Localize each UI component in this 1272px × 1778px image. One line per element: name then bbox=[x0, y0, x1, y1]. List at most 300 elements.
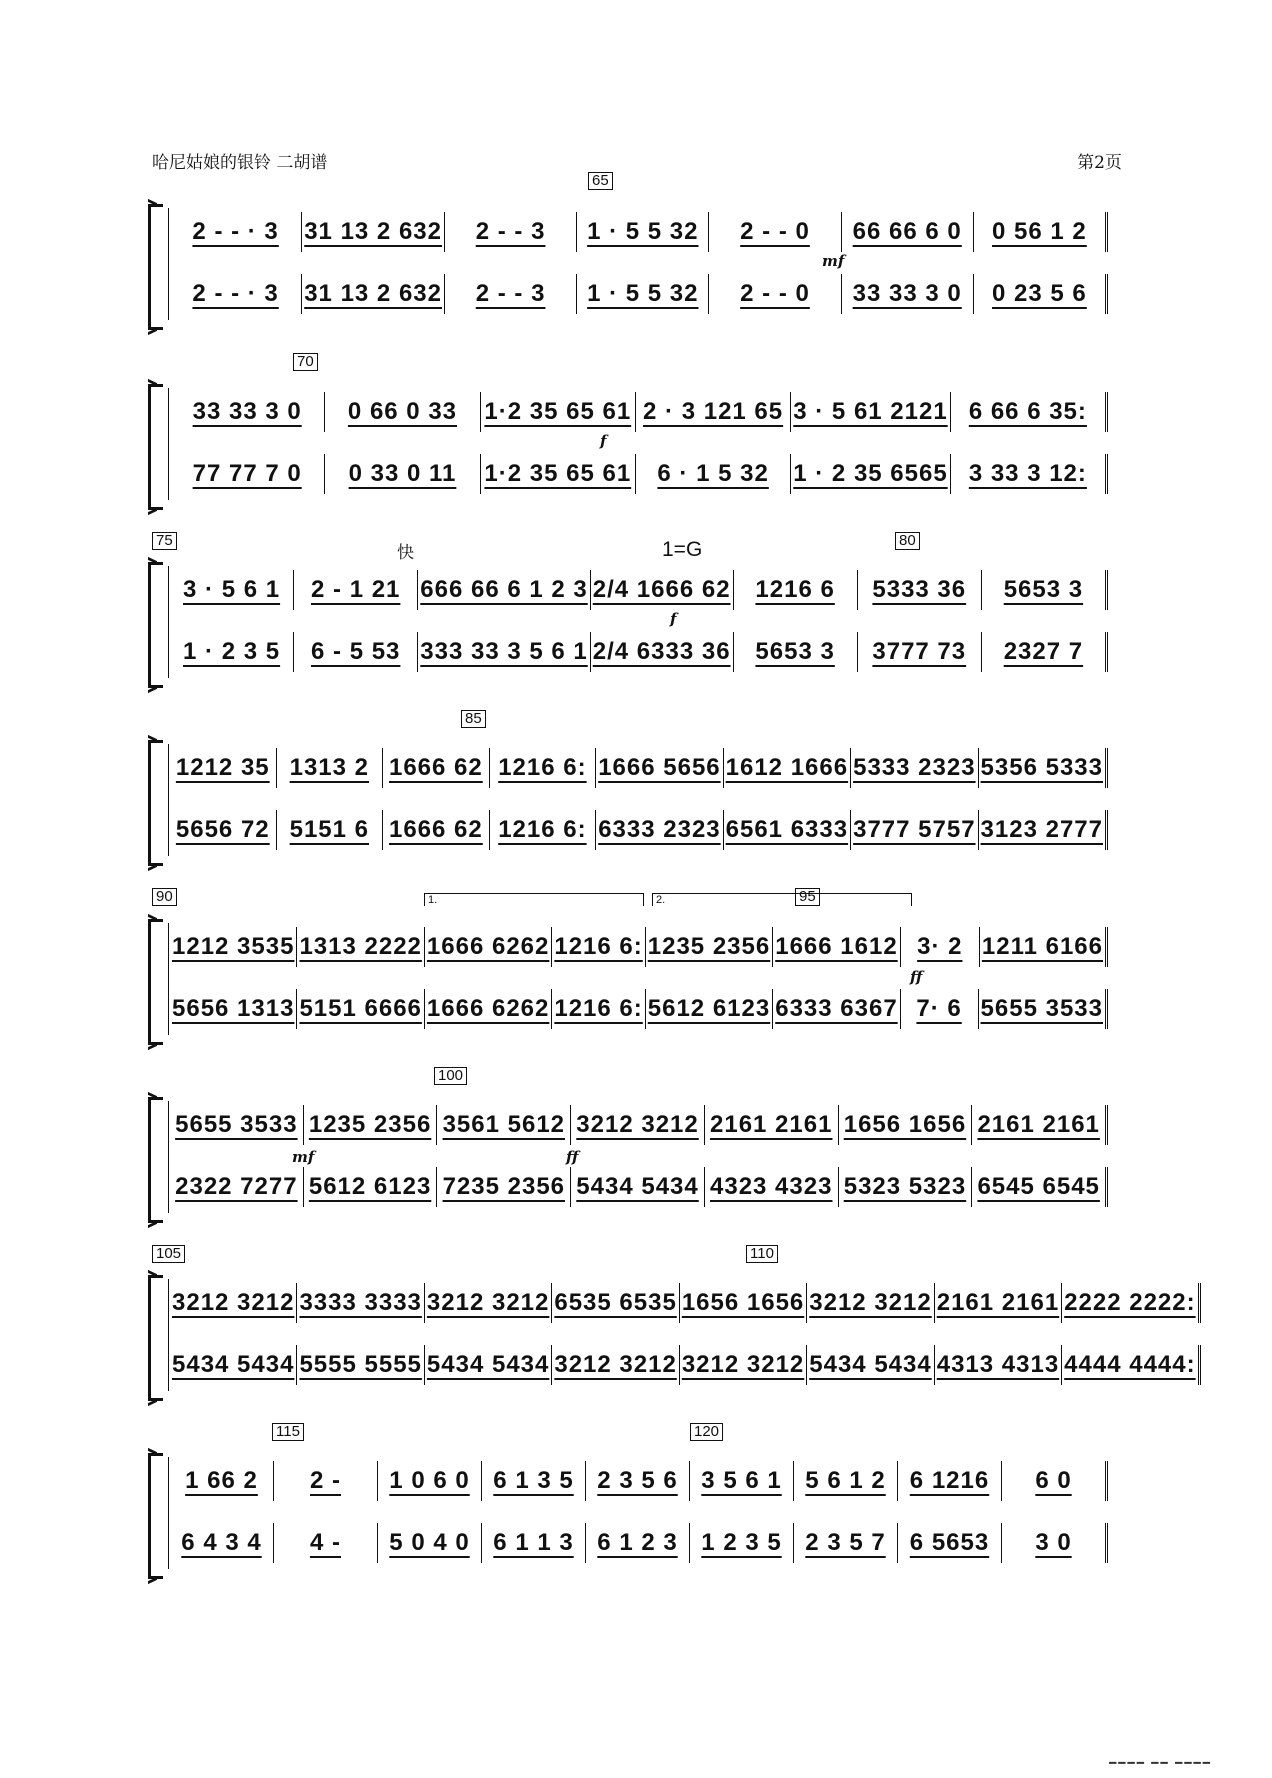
lower-part bbox=[170, 274, 1108, 314]
measure bbox=[858, 570, 982, 610]
measure-notes: 5151 6666 bbox=[299, 995, 422, 1022]
measure bbox=[791, 454, 950, 494]
measure-notes: 3 · 5 61 2121 bbox=[793, 398, 948, 425]
measure bbox=[842, 212, 974, 252]
measure bbox=[851, 748, 978, 788]
measure-notes: 6561 6333 bbox=[725, 816, 849, 843]
measure bbox=[794, 1523, 898, 1563]
measure bbox=[571, 1105, 705, 1145]
measure bbox=[294, 632, 418, 672]
measure bbox=[170, 212, 302, 252]
measure bbox=[170, 989, 297, 1029]
measure bbox=[445, 212, 577, 252]
watermark: ━━━━ ━━ ━━━━ bbox=[1109, 1756, 1212, 1770]
measure-notes: 1313 2 bbox=[289, 754, 370, 781]
measure-notes: 333 33 3 5 6 1 bbox=[420, 638, 588, 665]
measure bbox=[425, 927, 552, 967]
measure-notes: 3 33 3 12: bbox=[968, 460, 1087, 487]
measure-notes: 6333 2323 bbox=[598, 816, 721, 843]
lower-part bbox=[170, 1167, 1108, 1207]
measure-number: 90 bbox=[152, 888, 177, 906]
measure-notes: 5151 6 bbox=[289, 816, 370, 843]
measure bbox=[979, 989, 1108, 1029]
measure bbox=[325, 392, 480, 432]
measure bbox=[680, 1345, 807, 1385]
score-system bbox=[148, 558, 1108, 688]
measure-notes: 1212 35 bbox=[175, 754, 270, 781]
measure-notes: 2222 2222: bbox=[1064, 1289, 1196, 1316]
measure bbox=[170, 1167, 304, 1207]
measure bbox=[901, 927, 980, 967]
measure-notes: 33 33 3 0 bbox=[852, 280, 962, 307]
score-title: 哈尼姑娘的银铃 二胡谱 bbox=[152, 153, 328, 173]
measure-notes: 4323 4323 bbox=[710, 1173, 833, 1200]
measure-notes: 2 - bbox=[309, 1467, 341, 1494]
measure-notes: 3123 2777 bbox=[980, 816, 1103, 843]
measure bbox=[418, 632, 590, 672]
measure-notes: 2322 7277 bbox=[175, 1173, 298, 1200]
measure bbox=[170, 1523, 274, 1563]
measure bbox=[1062, 1345, 1200, 1385]
measure bbox=[807, 1283, 934, 1323]
system-brace bbox=[148, 204, 163, 330]
measure bbox=[591, 570, 734, 610]
system-line bbox=[168, 744, 169, 856]
measure bbox=[437, 1105, 571, 1145]
measure-notes: 6 5653 bbox=[909, 1529, 990, 1556]
dynamic-mark: ff bbox=[566, 1148, 579, 1166]
score-system bbox=[148, 736, 1108, 866]
upper-part bbox=[170, 748, 1108, 788]
measure-notes: 7· 6 bbox=[916, 995, 962, 1022]
dynamic-mark: ff bbox=[910, 968, 923, 986]
measure-number: 105 bbox=[152, 1245, 185, 1263]
system-brace bbox=[148, 919, 163, 1045]
system-brace bbox=[148, 384, 163, 510]
measure bbox=[170, 392, 325, 432]
measure bbox=[170, 274, 302, 314]
measure-notes: 1313 2222 bbox=[299, 933, 422, 960]
measure bbox=[482, 1461, 586, 1501]
measure bbox=[170, 1461, 274, 1501]
measure bbox=[690, 1523, 794, 1563]
upper-part bbox=[170, 1283, 1196, 1323]
measure-notes: 1216 6 bbox=[755, 576, 835, 603]
measure bbox=[972, 1105, 1108, 1145]
measure bbox=[297, 989, 424, 1029]
measure bbox=[842, 274, 974, 314]
score-system bbox=[148, 915, 1108, 1045]
measure bbox=[325, 454, 480, 494]
measure-notes: 5356 5333 bbox=[980, 754, 1103, 781]
system-line bbox=[168, 208, 169, 320]
measure-notes: 5656 1313 bbox=[172, 995, 295, 1022]
measure bbox=[1002, 1461, 1108, 1501]
measure bbox=[773, 927, 900, 967]
measure-notes: 2/4 1666 62 bbox=[592, 576, 731, 603]
measure-notes: 2 - 1 21 bbox=[311, 576, 401, 603]
measure-notes: 5434 5434 bbox=[809, 1351, 932, 1378]
measure-notes: 3 5 6 1 bbox=[701, 1467, 782, 1494]
measure-notes: 3 0 bbox=[1035, 1529, 1072, 1556]
measure-number: 120 bbox=[690, 1423, 723, 1441]
measure bbox=[979, 748, 1108, 788]
measure-notes: 1666 62 bbox=[388, 754, 483, 781]
measure bbox=[596, 810, 723, 850]
measure bbox=[935, 1283, 1062, 1323]
lower-part bbox=[170, 1345, 1196, 1385]
measure bbox=[982, 632, 1108, 672]
measure-notes: 5333 36 bbox=[872, 576, 967, 603]
measure bbox=[383, 748, 490, 788]
measure-notes: 3777 73 bbox=[872, 638, 967, 665]
measure-notes: 0 66 0 33 bbox=[347, 398, 458, 425]
measure-notes: 4444 4444: bbox=[1064, 1351, 1196, 1378]
system-line bbox=[168, 1279, 169, 1391]
measure-notes: 5434 5434 bbox=[172, 1351, 295, 1378]
lower-part bbox=[170, 989, 1108, 1029]
system-line bbox=[168, 1457, 169, 1569]
measure-notes: 5 0 4 0 bbox=[389, 1529, 470, 1556]
measure bbox=[951, 454, 1108, 494]
measure-notes: 2 - - 3 bbox=[475, 218, 546, 245]
measure-notes: 2 - - 0 bbox=[740, 218, 810, 245]
score-system bbox=[148, 1093, 1108, 1223]
measure bbox=[636, 392, 791, 432]
dynamic-mark: f bbox=[670, 610, 677, 628]
system-brace bbox=[148, 740, 163, 866]
measure-notes: 6333 6367 bbox=[775, 995, 898, 1022]
measure bbox=[898, 1461, 1002, 1501]
lower-part bbox=[170, 810, 1108, 850]
measure bbox=[734, 632, 858, 672]
measure bbox=[302, 274, 445, 314]
measure-notes: 0 33 0 11 bbox=[348, 460, 457, 487]
measure-notes: 4 - bbox=[309, 1529, 341, 1556]
measure bbox=[552, 1283, 679, 1323]
measure-notes: 5434 5434 bbox=[426, 1351, 550, 1378]
measure bbox=[378, 1523, 482, 1563]
measure-notes: 2 - - 0 bbox=[740, 280, 810, 307]
measure-notes: 2 - - · 3 bbox=[192, 218, 279, 245]
measure bbox=[1002, 1523, 1108, 1563]
measure-notes: 1216 6: bbox=[498, 816, 587, 843]
measure-number: 110 bbox=[746, 1245, 778, 1263]
measure bbox=[705, 1167, 839, 1207]
measure bbox=[481, 392, 636, 432]
measure-number: 75 bbox=[152, 532, 177, 550]
measure-notes: 1 2 3 5 bbox=[701, 1529, 782, 1556]
measure bbox=[445, 274, 577, 314]
measure-notes: 1216 6: bbox=[554, 933, 643, 960]
measure-notes: 1666 62 bbox=[388, 816, 483, 843]
measure bbox=[596, 748, 723, 788]
measure-notes: 1 0 6 0 bbox=[389, 1467, 470, 1494]
measure bbox=[274, 1523, 378, 1563]
measure-number: 115 bbox=[272, 1423, 304, 1441]
measure-notes: 7235 2356 bbox=[442, 1173, 566, 1200]
system-line bbox=[168, 566, 169, 678]
measure-notes: 1666 5656 bbox=[598, 754, 721, 781]
measure-notes: 1211 6166 bbox=[981, 933, 1103, 960]
measure bbox=[490, 748, 597, 788]
dynamic-mark: mf bbox=[822, 252, 845, 270]
measure-notes: 6 · 1 5 32 bbox=[657, 460, 769, 487]
measure-notes: 3561 5612 bbox=[442, 1111, 566, 1138]
measure bbox=[378, 1461, 482, 1501]
measure-notes: 2 - - · 3 bbox=[192, 280, 279, 307]
measure-notes: 1656 1656 bbox=[681, 1289, 805, 1316]
measure bbox=[425, 1283, 552, 1323]
measure bbox=[974, 212, 1108, 252]
measure bbox=[974, 274, 1108, 314]
measure bbox=[170, 927, 297, 967]
measure bbox=[297, 927, 424, 967]
measure bbox=[552, 1345, 679, 1385]
measure-notes: 1 · 2 35 6565 bbox=[793, 460, 948, 487]
measure-notes: 2 3 5 7 bbox=[805, 1529, 886, 1556]
measure-notes: 3 · 5 6 1 bbox=[183, 576, 281, 603]
measure-notes: 2161 2161 bbox=[977, 1111, 1100, 1138]
measure-notes: 5612 6123 bbox=[308, 1173, 432, 1200]
measure-notes: 2 - - 3 bbox=[475, 280, 546, 307]
measure-notes: 5655 3533 bbox=[175, 1111, 298, 1138]
upper-part bbox=[170, 927, 1108, 967]
tempo-marking: 快 bbox=[397, 543, 414, 562]
measure bbox=[170, 632, 294, 672]
upper-part bbox=[170, 392, 1108, 432]
measure-notes: 31 13 2 632 bbox=[304, 218, 442, 245]
measure-notes: 66 66 6 0 bbox=[852, 218, 962, 245]
measure bbox=[982, 570, 1108, 610]
measure-notes: 3777 5757 bbox=[853, 816, 976, 843]
measure bbox=[170, 810, 277, 850]
key-signature: 1=G bbox=[662, 538, 703, 561]
measure bbox=[170, 748, 277, 788]
measure-notes: 666 66 6 1 2 3 bbox=[420, 576, 588, 603]
measure bbox=[383, 810, 490, 850]
measure-notes: 1666 6262 bbox=[426, 995, 550, 1022]
measure-notes: 3212 3212 bbox=[809, 1289, 932, 1316]
measure bbox=[646, 927, 773, 967]
upper-part bbox=[170, 1461, 1108, 1501]
system-line bbox=[168, 1101, 169, 1213]
measure-notes: 0 23 5 6 bbox=[992, 280, 1087, 307]
measure bbox=[709, 212, 841, 252]
measure-number: 100 bbox=[434, 1067, 467, 1085]
measure-notes: 33 33 3 0 bbox=[192, 398, 302, 425]
measure bbox=[680, 1283, 807, 1323]
measure bbox=[791, 392, 950, 432]
measure bbox=[490, 810, 597, 850]
measure bbox=[734, 570, 858, 610]
volta-bracket-2: 2. bbox=[652, 893, 912, 906]
measure-number: 65 bbox=[588, 172, 613, 190]
measure bbox=[274, 1461, 378, 1501]
measure-notes: 2161 2161 bbox=[936, 1289, 1060, 1316]
page-number: 第2页 bbox=[1077, 153, 1122, 173]
measure bbox=[972, 1167, 1108, 1207]
measure bbox=[170, 1283, 297, 1323]
measure-notes: 3212 3212 bbox=[426, 1289, 550, 1316]
measure bbox=[851, 810, 978, 850]
system-brace bbox=[148, 1453, 163, 1579]
measure bbox=[979, 810, 1108, 850]
measure-notes: 5612 6123 bbox=[647, 995, 771, 1022]
system-line bbox=[168, 388, 169, 500]
measure-number: 80 bbox=[895, 532, 920, 550]
upper-part bbox=[170, 570, 1108, 610]
dynamic-mark: mf bbox=[292, 1148, 315, 1166]
system-brace bbox=[148, 1275, 163, 1401]
measure-notes: 3· 2 bbox=[917, 933, 963, 960]
measure-notes: 5653 3 bbox=[1003, 576, 1084, 603]
measure-notes: 0 56 1 2 bbox=[992, 218, 1087, 245]
score-system bbox=[148, 1271, 1196, 1401]
measure-notes: 5333 2323 bbox=[853, 754, 976, 781]
measure bbox=[577, 274, 709, 314]
measure-notes: 5656 72 bbox=[175, 816, 270, 843]
measure-notes: 1216 6: bbox=[498, 754, 587, 781]
measure bbox=[170, 1105, 304, 1145]
upper-part bbox=[170, 1105, 1108, 1145]
measure-notes: 5653 3 bbox=[755, 638, 835, 665]
measure bbox=[935, 1345, 1062, 1385]
measure bbox=[437, 1167, 571, 1207]
measure-notes: 6 4 3 4 bbox=[181, 1529, 262, 1556]
measure-notes: 6535 6535 bbox=[554, 1289, 677, 1316]
measure-notes: 5655 3533 bbox=[980, 995, 1103, 1022]
measure bbox=[898, 1523, 1002, 1563]
volta-bracket-1: 1. bbox=[424, 893, 644, 906]
measure-notes: 31 13 2 632 bbox=[304, 280, 442, 307]
measure bbox=[709, 274, 841, 314]
measure-notes: 1612 1666 bbox=[725, 754, 849, 781]
measure-notes: 77 77 7 0 bbox=[192, 460, 302, 487]
measure-notes: 6 1216 bbox=[909, 1467, 990, 1494]
measure-notes: 1656 1656 bbox=[843, 1111, 967, 1138]
measure-notes: 6 0 bbox=[1035, 1467, 1072, 1494]
measure-notes: 1216 6: bbox=[554, 995, 643, 1022]
measure bbox=[297, 1283, 424, 1323]
measure bbox=[807, 1345, 934, 1385]
measure bbox=[586, 1523, 690, 1563]
measure-notes: 6545 6545 bbox=[977, 1173, 1100, 1200]
measure-notes: 1 · 5 5 32 bbox=[587, 280, 699, 307]
measure-number: 70 bbox=[293, 353, 318, 371]
measure bbox=[901, 989, 979, 1029]
measure-notes: 6 - 5 53 bbox=[311, 638, 401, 665]
measure bbox=[482, 1523, 586, 1563]
measure-notes: 3212 3212 bbox=[681, 1351, 805, 1378]
lower-part bbox=[170, 1523, 1108, 1563]
measure bbox=[636, 454, 791, 494]
measure-notes: 5 6 1 2 bbox=[805, 1467, 886, 1494]
measure-notes: 4313 4313 bbox=[936, 1351, 1060, 1378]
measure bbox=[586, 1461, 690, 1501]
measure bbox=[418, 570, 590, 610]
measure bbox=[571, 1167, 705, 1207]
measure bbox=[773, 989, 900, 1029]
system-brace bbox=[148, 1097, 163, 1223]
measure bbox=[858, 632, 982, 672]
upper-part bbox=[170, 212, 1108, 252]
measure-notes: 1 66 2 bbox=[185, 1467, 258, 1494]
measure-notes: 3212 3212 bbox=[554, 1351, 677, 1378]
system-brace bbox=[148, 562, 163, 688]
score-system bbox=[148, 200, 1108, 330]
measure bbox=[794, 1461, 898, 1501]
measure-notes: 1235 2356 bbox=[647, 933, 771, 960]
measure bbox=[170, 570, 294, 610]
measure-notes: 5323 5323 bbox=[843, 1173, 967, 1200]
measure-notes: 6 1 2 3 bbox=[597, 1529, 678, 1556]
measure bbox=[425, 989, 552, 1029]
measure bbox=[839, 1167, 973, 1207]
measure bbox=[552, 927, 645, 967]
measure-notes: 2/4 6333 36 bbox=[592, 638, 731, 665]
measure bbox=[277, 810, 384, 850]
measure-notes: 5555 5555 bbox=[299, 1351, 422, 1378]
measure bbox=[304, 1167, 438, 1207]
measure-notes: 2 · 3 121 65 bbox=[643, 398, 784, 425]
measure bbox=[724, 748, 851, 788]
measure-notes: 6 1 3 5 bbox=[493, 1467, 574, 1494]
measure-notes: 1235 2356 bbox=[308, 1111, 432, 1138]
measure-number: 85 bbox=[461, 710, 486, 728]
score-system bbox=[148, 1449, 1108, 1579]
measure-notes: 2327 7 bbox=[1003, 638, 1084, 665]
measure-notes: 2 3 5 6 bbox=[597, 1467, 678, 1494]
measure-notes: 3333 3333 bbox=[299, 1289, 422, 1316]
measure bbox=[690, 1461, 794, 1501]
lower-part bbox=[170, 454, 1108, 494]
measure bbox=[839, 1105, 973, 1145]
measure-number: 95 bbox=[795, 888, 820, 906]
measure bbox=[552, 989, 645, 1029]
measure bbox=[277, 748, 384, 788]
dynamic-mark: f bbox=[600, 432, 607, 450]
measure bbox=[297, 1345, 424, 1385]
measure-notes: 1·2 35 65 61 bbox=[484, 398, 632, 425]
measure-notes: 6 66 6 35: bbox=[968, 398, 1087, 425]
measure bbox=[170, 1345, 297, 1385]
measure-notes: 1 · 5 5 32 bbox=[587, 218, 699, 245]
measure bbox=[591, 632, 734, 672]
measure bbox=[425, 1345, 552, 1385]
lower-part bbox=[170, 632, 1108, 672]
measure bbox=[705, 1105, 839, 1145]
measure bbox=[170, 454, 325, 494]
measure bbox=[481, 454, 636, 494]
measure-notes: 1·2 35 65 61 bbox=[484, 460, 632, 487]
measure bbox=[294, 570, 418, 610]
measure bbox=[951, 392, 1108, 432]
measure bbox=[577, 212, 709, 252]
measure-notes: 3212 3212 bbox=[576, 1111, 699, 1138]
system-line bbox=[168, 923, 169, 1035]
measure bbox=[302, 212, 445, 252]
measure bbox=[980, 927, 1108, 967]
measure-notes: 1 · 2 3 5 bbox=[183, 638, 281, 665]
measure-notes: 3212 3212 bbox=[172, 1289, 295, 1316]
measure-notes: 1666 1612 bbox=[775, 933, 898, 960]
measure-notes: 5434 5434 bbox=[576, 1173, 699, 1200]
measure-notes: 6 1 1 3 bbox=[493, 1529, 574, 1556]
measure-notes: 2161 2161 bbox=[710, 1111, 833, 1138]
score-system bbox=[148, 380, 1108, 510]
measure bbox=[1062, 1283, 1200, 1323]
